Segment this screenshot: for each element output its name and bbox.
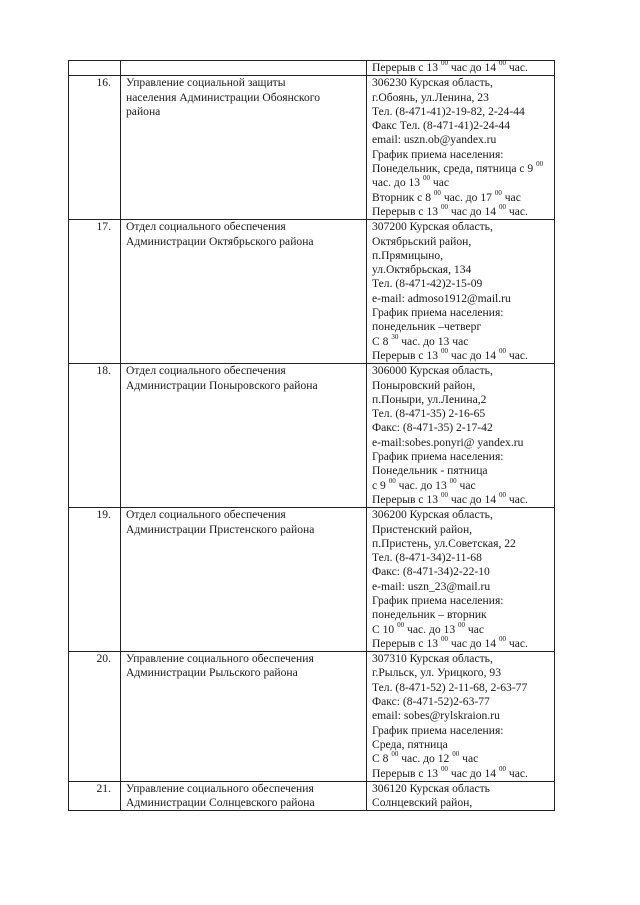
organization-line: Администрации Рыльского района [126, 666, 298, 680]
time-minutes-superscript: 00 [498, 202, 506, 211]
contact-cell [367, 508, 555, 652]
contact-line [372, 709, 550, 723]
contact-line [372, 263, 550, 277]
contact-text: час до 14 [447, 204, 499, 218]
contact-text: час. [505, 636, 528, 650]
organization-cell [121, 61, 367, 76]
contact-line [372, 277, 550, 291]
contact-text: г.Обоянь, ул.Ленина, 23 [372, 90, 489, 104]
contact-text: e-mail: admoso1912@mail.ru [372, 291, 511, 305]
contact-line [372, 490, 550, 507]
contact-line [372, 752, 550, 766]
organization-cell [121, 508, 367, 652]
organization-line: населения Администрации Обоянского [126, 90, 321, 104]
contact-text: понедельник –четверг [372, 320, 482, 334]
row-number: 21. [96, 781, 111, 795]
organization-line: Управление социального обеспечения [126, 781, 314, 795]
contact-text: Перерыв с 13 [372, 348, 441, 362]
row-number: 16. [96, 76, 111, 90]
contact-text: Понедельник, среда, пятница с 9 [372, 162, 537, 176]
time-minutes-superscript: 00 [397, 620, 405, 629]
contact-cell [367, 652, 555, 782]
contact-line [372, 565, 550, 579]
contact-text: Понедельник - пятница [372, 464, 488, 478]
contact-text: Среда, пятница [372, 737, 448, 751]
contact-line [372, 346, 550, 363]
contact-line [372, 220, 550, 234]
time-minutes-superscript: 00 [494, 188, 502, 197]
contact-line [372, 306, 550, 320]
contact-text: Факс: (8-471-34)2-22-10 [372, 565, 490, 579]
time-minutes-superscript: 00 [458, 620, 466, 629]
contact-text: Перерыв с 13 [372, 492, 441, 506]
time-minutes-superscript: 00 [452, 750, 460, 759]
time-minutes-superscript: 00 [440, 764, 448, 773]
contact-line [372, 202, 550, 219]
contact-text: час [430, 176, 450, 190]
time-minutes-superscript: 00 [536, 160, 544, 169]
organization-cell [121, 220, 367, 364]
contact-text: ул.Октябрьская, 134 [372, 263, 472, 277]
contact-text: Солнцевский район, [372, 796, 473, 810]
contact-text: 306000 Курская область, [372, 364, 493, 378]
contact-text: Тел. (8-471-52) 2-11-68, 2-63-77 [372, 680, 528, 694]
contact-text: Тел. (8-471-41)2-19-82, 2-24-44 [372, 104, 525, 118]
table-row [69, 61, 555, 76]
contact-text: час. до 12 [398, 752, 453, 766]
contact-line [372, 249, 550, 263]
row-number: 19. [96, 508, 111, 522]
contact-line [372, 421, 550, 435]
contact-text: 306230 Курская область, [372, 76, 493, 90]
contact-line [372, 764, 550, 781]
contact-line [372, 407, 550, 421]
contact-text: Тел. (8-471-42)2-15-09 [372, 277, 483, 291]
time-minutes-superscript: 00 [440, 346, 448, 355]
contact-text: Факс: (8-471-35) 2-17-42 [372, 421, 493, 435]
contact-line [372, 364, 550, 378]
contact-text: час [465, 622, 485, 636]
time-minutes-superscript: 00 [388, 476, 396, 485]
table-row [69, 220, 555, 364]
organization-line: Управление социальной защиты [126, 76, 286, 90]
contact-line [372, 695, 550, 709]
table-row [69, 364, 555, 508]
contact-line [372, 464, 550, 478]
time-minutes-superscript: 00 [440, 490, 448, 499]
organization-cell [121, 364, 367, 508]
row-number-cell [69, 652, 121, 782]
row-number-cell [69, 220, 121, 364]
contact-text: час. до 13 [372, 176, 424, 190]
contact-line [372, 235, 550, 249]
contact-text: С 8 [372, 334, 392, 348]
contact-line [372, 652, 550, 666]
contact-line [372, 634, 550, 651]
contact-text: час до 14 [447, 492, 499, 506]
contact-line [372, 551, 550, 565]
contact-line [372, 666, 550, 680]
contact-line [372, 796, 550, 810]
organization-line: Администрации Пристенского района [126, 522, 315, 536]
contact-line [372, 162, 550, 176]
organization-line: Управление социального обеспечения [126, 652, 314, 666]
contact-text: час. до 13 [404, 622, 459, 636]
contact-text: Перерыв с 13 [372, 204, 441, 218]
row-number-cell [69, 61, 121, 76]
row-number: 20. [96, 652, 111, 666]
row-number-cell [69, 364, 121, 508]
time-minutes-superscript: 00 [498, 59, 506, 67]
contact-text: г.Рыльск, ул. Урицкого, 93 [372, 666, 501, 680]
contact-cell [367, 220, 555, 364]
organization-cell [121, 652, 367, 782]
contact-text: График приема населения: [372, 147, 504, 161]
organization-cell [121, 76, 367, 220]
contact-text: час [459, 752, 479, 766]
table-row [69, 652, 555, 782]
contact-line [372, 332, 550, 349]
contact-text: час. до 13 [395, 478, 450, 492]
row-number-cell [69, 76, 121, 220]
contact-text: Вторник с 8 [372, 190, 434, 204]
contact-text: час. [505, 348, 528, 362]
organization-line: Администрации Октябрьского района [126, 234, 314, 248]
organization-line: Администрации Поныровского района [126, 378, 318, 392]
contact-cell [367, 364, 555, 508]
time-minutes-superscript: 30 [391, 332, 399, 341]
contact-line [372, 320, 550, 334]
organization-line: Отдел социального обеспечения [126, 364, 286, 378]
time-minutes-superscript: 00 [498, 346, 506, 355]
contact-line [372, 61, 550, 75]
contact-line [372, 105, 550, 119]
contact-line [372, 620, 550, 637]
time-minutes-superscript: 00 [440, 202, 448, 211]
contact-line [372, 393, 550, 407]
contact-text: час до 14 [447, 348, 499, 362]
contact-text: Октябрьский район, [372, 234, 472, 248]
time-minutes-superscript: 00 [391, 750, 399, 759]
contact-text: 306120 Курская область [372, 781, 490, 795]
contact-text: п.Прямицыно, [372, 248, 444, 262]
contact-text: час до 14 [447, 61, 499, 74]
contact-cell [367, 61, 555, 76]
contact-text: час. до 13 час [398, 334, 469, 348]
contact-line [372, 508, 550, 522]
time-minutes-superscript: 00 [440, 59, 448, 67]
contacts-table [68, 60, 555, 811]
contact-text: Перерыв с 13 [372, 766, 441, 780]
organization-line: Отдел социального обеспечения [126, 220, 286, 234]
contact-text: С 10 [372, 622, 398, 636]
contact-text: email: sobes@rylskraion.ru [372, 709, 500, 723]
contact-text: час [456, 478, 476, 492]
contact-line [372, 450, 550, 464]
contact-text: Пристенский район, [372, 522, 473, 536]
contact-text: Тел. (8-471-34)2-11-68 [372, 551, 482, 565]
contact-cell [367, 781, 555, 811]
organization-line: Администрации Солнцевского района [126, 796, 315, 810]
table-row [69, 508, 555, 652]
contact-text: понедельник – вторник [372, 608, 487, 622]
contact-line [372, 594, 550, 608]
time-minutes-superscript: 00 [498, 490, 506, 499]
contact-cell [367, 76, 555, 220]
contact-line [372, 724, 550, 738]
time-minutes-superscript: 00 [498, 764, 506, 773]
contact-text: час [501, 190, 521, 204]
contact-text: час. [505, 766, 528, 780]
contact-text: 306200 Курская область, [372, 508, 493, 522]
contact-line [372, 436, 550, 450]
contact-text: с 9 [372, 478, 389, 492]
time-minutes-superscript: 00 [498, 634, 506, 643]
contact-text: e-mail:sobes.ponyri@ yandex.ru [372, 435, 524, 449]
contact-line [372, 76, 550, 90]
time-minutes-superscript: 00 [423, 174, 431, 183]
contact-line [372, 782, 550, 796]
contact-text: График приема населения: [372, 593, 504, 607]
contact-text: Факс: (8-471-52)2-63-77 [372, 695, 490, 709]
contact-text: Перерыв с 13 [372, 61, 441, 74]
row-number: 18. [96, 364, 111, 378]
contact-line [372, 176, 550, 190]
contact-text: Тел. (8-471-35) 2-16-65 [372, 407, 486, 421]
time-minutes-superscript: 00 [433, 188, 441, 197]
contact-line [372, 523, 550, 537]
contact-text: email: uszn.ob@yandex.ru [372, 133, 497, 147]
contact-text: час. [505, 61, 528, 74]
organization-line: Отдел социального обеспечения [126, 508, 286, 522]
row-number-cell [69, 781, 121, 811]
contact-text: час. [505, 492, 528, 506]
contact-text: час. до 17 [440, 190, 495, 204]
contact-text: час до 14 [447, 766, 499, 780]
contact-text: Перерыв с 13 [372, 636, 441, 650]
table-row [69, 76, 555, 220]
organization-cell [121, 781, 367, 811]
contact-line [372, 119, 550, 133]
contact-text: График приема населения: [372, 306, 504, 320]
contact-line [372, 133, 550, 147]
contact-line [372, 292, 550, 306]
contact-line [372, 148, 550, 162]
time-minutes-superscript: 00 [449, 476, 457, 485]
contact-line [372, 537, 550, 551]
contact-line [372, 681, 550, 695]
contact-line [372, 476, 550, 493]
contact-text: 307310 Курская область, [372, 652, 493, 666]
contact-text: час. [505, 204, 528, 218]
contact-line [372, 188, 550, 205]
row-number-cell [69, 508, 121, 652]
contact-text: Поныровский район, [372, 378, 476, 392]
table-body [69, 61, 555, 811]
contact-text: п.Поныри, ул.Ленина,2 [372, 392, 487, 406]
contact-text: e-mail: uszn_23@mail.ru [372, 579, 491, 593]
contact-line [372, 379, 550, 393]
contact-text: С 8 [372, 752, 392, 766]
contact-line [372, 91, 550, 105]
contact-text: График приема населения: [372, 450, 504, 464]
contact-text: час до 14 [447, 636, 499, 650]
contact-line [372, 738, 550, 752]
organization-line: района [126, 104, 161, 118]
table-row [69, 781, 555, 811]
time-minutes-superscript: 00 [440, 634, 448, 643]
contact-text: Факс Тел. (8-471-41)2-24-44 [372, 119, 510, 133]
contact-line [372, 580, 550, 594]
contact-text: п.Пристень, ул.Советская, 22 [372, 536, 516, 550]
row-number: 17. [96, 220, 111, 234]
contact-text: График приема населения: [372, 723, 504, 737]
contact-text: 307200 Курская область, [372, 220, 493, 234]
